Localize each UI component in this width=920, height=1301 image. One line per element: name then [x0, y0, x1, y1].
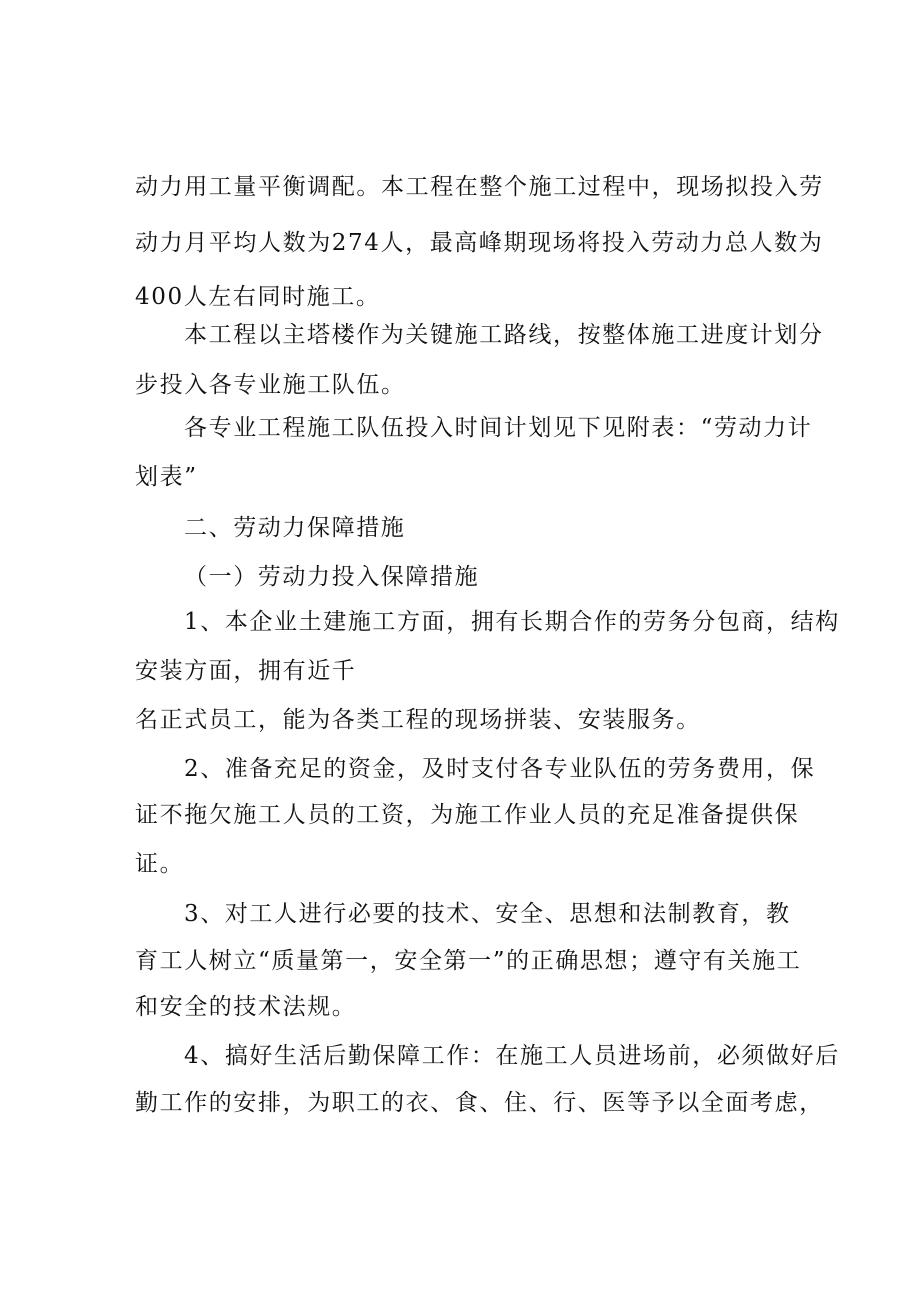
paragraph-line: 勤工作的安排，为职工的衣、食、住、行、医等予以全面考虑，	[135, 1090, 824, 1116]
paragraph-line: 3、对工人进行必要的技术、安全、思想和法制教育，教	[184, 901, 791, 927]
paragraph-line: 证。	[135, 851, 185, 877]
paragraph-line: 各专业工程施工队伍投入时间计划见下见附表：“劳动力计	[184, 415, 813, 441]
section-heading: 二、劳动力保障措施	[184, 515, 406, 541]
paragraph-line: 名正式员工，能为各类工程的现场拼装、安装服务。	[135, 707, 701, 733]
paragraph-line: 本工程以主塔楼作为关键施工路线，按整体施工进度计划分	[184, 322, 824, 348]
paragraph-line: 2、准备充足的资金，及时支付各专业队伍的劳务费用，保	[184, 756, 816, 782]
paragraph-line: 4、搞好生活后勤保障工作：在施工人员进场前，必须做好后	[184, 1043, 840, 1069]
paragraph-line: 证不拖欠施工人员的工资，为施工作业人员的充足准备提供保	[135, 802, 800, 828]
paragraph-line: 1、本企业土建施工方面，拥有长期合作的劳务分包商，结构	[184, 609, 840, 635]
paragraph-line: 400人左右同时施工。	[135, 284, 381, 310]
paragraph-line: 动力月平均人数为274人，最高峰期现场将投入劳动力总人数为	[135, 230, 824, 256]
paragraph-line: 安装方面，拥有近千	[135, 658, 357, 684]
paragraph-line: 步投入各专业施工队伍。	[135, 372, 406, 398]
paragraph-line: 育工人树立“质量第一，安全第一”的正确思想；遵守有关施工	[135, 948, 802, 974]
subsection-heading: （一）劳动力投入保障措施	[184, 564, 480, 590]
paragraph-line: 划表”	[135, 464, 198, 490]
paragraph-line: 动力用工量平衡调配。本工程在整个施工过程中，现场拟投入劳	[135, 174, 824, 200]
paragraph-line: 和安全的技术法规。	[135, 994, 357, 1020]
